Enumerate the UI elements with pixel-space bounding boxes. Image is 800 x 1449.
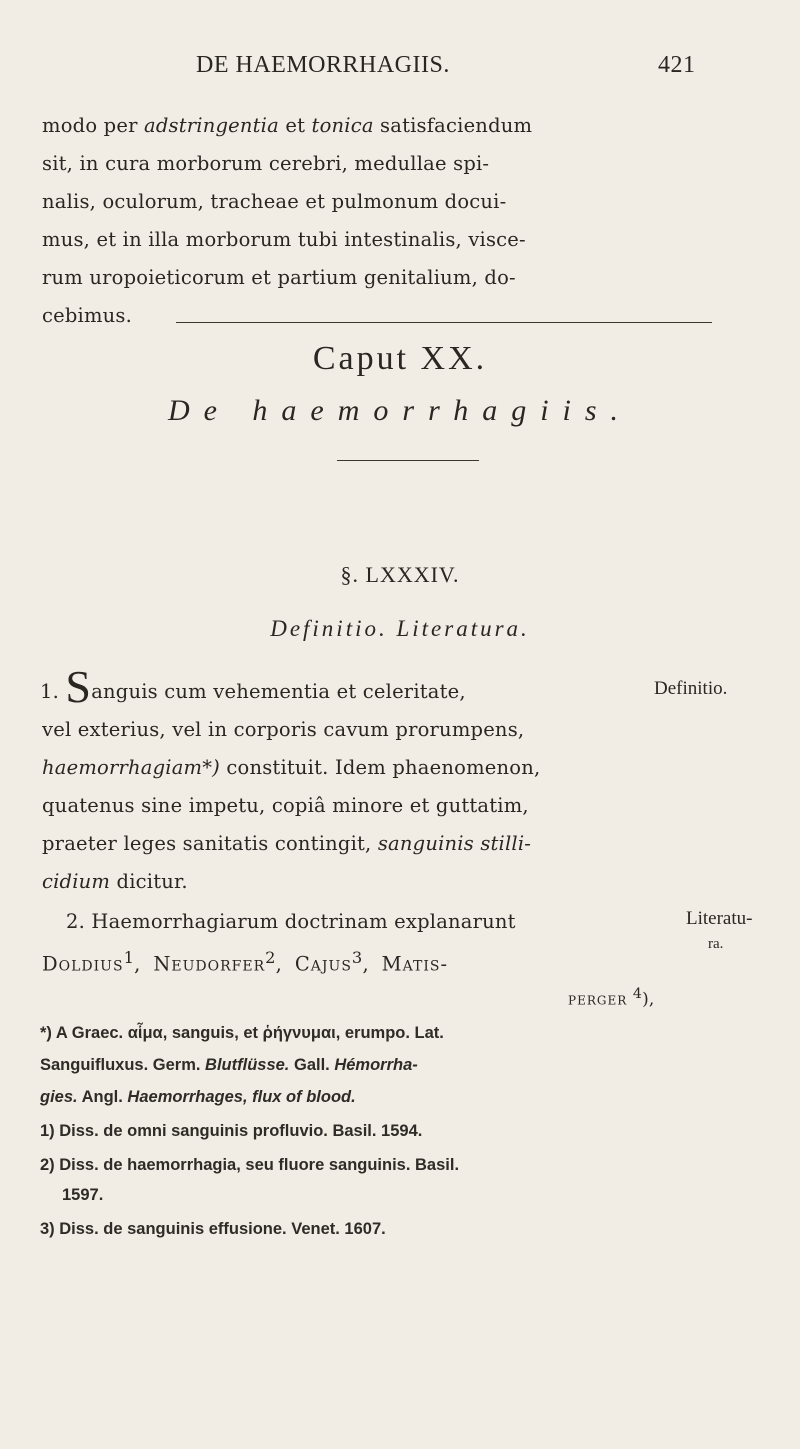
margin-note-literatu: Literatu- (686, 908, 753, 929)
section-number: §. LXXXIV. (340, 562, 460, 587)
para1-line-4: quatenus sine impetu, copiâ minore et guttatim, (42, 794, 529, 817)
para2-line-3: perger $^4$), (568, 986, 655, 1010)
para1-line-3: haemorrhagiam*) constituit. Idem phaenomenon, (42, 756, 541, 779)
para1-line-1: 1. Sanguis cum vehementia et celeritate, (40, 661, 466, 712)
running-head-title: DE HAEMORRHAGIIS. (196, 52, 450, 78)
margin-note-ra: ra. (708, 936, 724, 952)
intro-line-2: sit, in cura morborum cerebri, medullae spi- (42, 152, 490, 175)
footnote-star-line-2: Sanguifluxus. Germ. Blutflüsse. Gall. Hémorrha- (40, 1056, 418, 1074)
chapter-title: Caput XX. (312, 340, 488, 377)
page-number: 421 (658, 52, 696, 78)
footnote-star-line-1: *) A Graec. αἷμα, sanguis, et ῥήγνυμαι, erumpo. Lat. (40, 1024, 444, 1042)
intro-line-4: mus, et in illa morborum tubi intestinalis, visce- (42, 228, 526, 251)
intro-line-5: rum uropoieticorum et partium genitalium, do- (42, 266, 516, 289)
para1-line-6: cidium dicitur. (42, 870, 188, 893)
para2-line-1: 2. Haemorrhagiarum doctrinam explanarunt (66, 910, 516, 933)
footnote-3: 3) Diss. de sanguinis effusione. Venet. 1607. (40, 1220, 386, 1238)
chapter-subtitle: De haemorrhagiis. (167, 394, 633, 427)
footnote-2-line-1: 2) Diss. de haemorrhagia, seu fluore sanguinis. Basil. (40, 1156, 460, 1174)
footnote-star-line-3: gies. Angl. Haemorrhages, flux of blood. (40, 1088, 356, 1106)
drop-cap: S (65, 661, 92, 712)
footnote-2-line-2: 1597. (62, 1186, 104, 1204)
section-heading: Definitio. Literatura. (270, 616, 530, 641)
intro-line-6: cebimus. (42, 304, 133, 327)
para1-line-5: praeter leges sanitatis contingit, sanguinis stilli- (42, 832, 532, 855)
para2-line-2: Doldius$^1$, Neudorfer$^2$, Cajus$^3$, Matis- (42, 948, 449, 976)
chapter-bottom-rule (337, 460, 479, 461)
margin-note-definitio: Definitio. (654, 678, 728, 699)
intro-line-3: nalis, oculorum, tracheae et pulmonum docui- (42, 190, 507, 213)
chapter-top-rule (176, 322, 712, 323)
footnote-1: 1) Diss. de omni sanguinis profluvio. Basil. 1594. (40, 1122, 423, 1140)
intro-line-1: modo per adstringentia et tonica satisfaciendum (42, 114, 533, 137)
para1-line-2: vel exterius, vel in corporis cavum prorumpens, (42, 718, 525, 741)
